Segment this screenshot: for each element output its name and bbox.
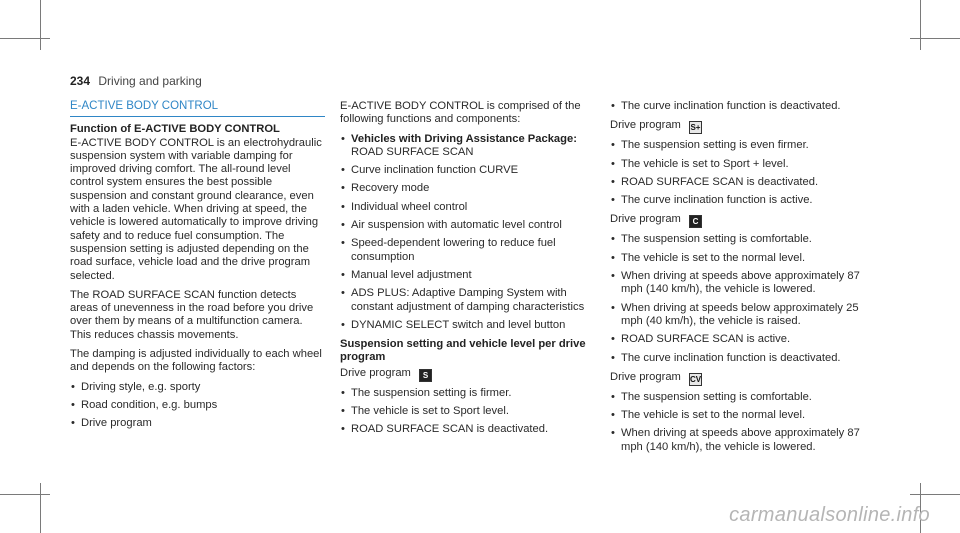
drive-cv-list <box>610 391 872 454</box>
list-item: • ROAD SURFACE SCAN is deactivated. <box>340 423 600 436</box>
crop-mark <box>920 0 921 50</box>
drive-c-list <box>610 233 872 364</box>
list-item: • Speed-dependent lowering to reduce fuel consumption <box>340 237 600 264</box>
drive-program-label: Drive program <box>610 119 681 132</box>
list-item: • When driving at speeds above approximately 87 mph (140 km/h), the vehicle is lowered. <box>610 427 872 454</box>
factor-list <box>70 381 325 431</box>
drive-program-label: Drive program <box>610 213 681 226</box>
drive-program-c <box>610 213 872 228</box>
sport-icon: S <box>419 369 432 382</box>
column-3 <box>610 100 872 460</box>
list-item: • The curve inclination function is deactivated. <box>610 352 872 365</box>
list-item: • The vehicle is set to Sport level. <box>340 405 600 418</box>
drive-splus-list <box>610 139 872 207</box>
list-item: • The suspension setting is firmer. <box>340 387 600 400</box>
watermark: carmanualsonline.info <box>729 504 930 526</box>
crop-mark <box>40 483 41 533</box>
package-sub: ROAD SURFACE SCAN <box>351 145 474 158</box>
list-item: • The suspension setting is comfortable. <box>610 233 872 246</box>
list-item: • Recovery mode <box>340 182 600 195</box>
list-item: • Road condition, e.g. bumps <box>70 399 325 412</box>
comfort-icon: C <box>689 215 702 228</box>
list-item: • The vehicle is set to the normal level. <box>610 409 872 422</box>
package-heading: • Vehicles with Driving Assistance Package: <box>351 132 577 145</box>
paragraph: The ROAD SURFACE SCAN function detects areas of unevenness in the road before you drive over them by means of a multifunction camera. This reduces chassis movements. <box>70 288 314 341</box>
list-item: • When driving at speeds above approximately 87 mph (140 km/h), the vehicle is lowered. <box>610 270 872 297</box>
list-item: • ADS PLUS: Adaptive Damping System with constant adjustment of damping characteristics <box>340 287 600 314</box>
list-item: • Drive program <box>70 417 325 430</box>
crop-mark <box>910 38 960 39</box>
drive-program-label: Drive program <box>340 366 411 379</box>
list-item: • Air suspension with automatic level control <box>340 219 600 232</box>
list-item: • Individual wheel control <box>340 201 600 214</box>
crop-mark <box>0 494 50 495</box>
list-item: • When driving at speeds below approximately 25 mph (40 km/h), the vehicle is raised. <box>610 302 872 329</box>
drive-s-list <box>340 387 600 437</box>
paragraph: E-ACTIVE BODY CONTROL is comprised of the following functions and components: <box>340 100 581 126</box>
paragraph: The damping is adjusted individually to each wheel and depends on the following factors: <box>70 348 322 374</box>
list-item: • The suspension setting is comfortable. <box>610 391 872 404</box>
list-item: • The vehicle is set to Sport + level. <box>610 158 872 171</box>
page-number: 234 <box>70 74 91 88</box>
drive-program-splus <box>610 119 872 134</box>
list-item: • The suspension setting is even firmer. <box>610 139 872 152</box>
paragraph: E-ACTIVE BODY CONTROL is an electrohydraulic suspension system with variable damping for improved driving comfort. The all-round level control system ensures the best possible suspension and constant ground clearance, even with a laden vehicle. When driving at speed, the vehicle is lowered automatically to improve driving safety and to reduce fuel consumption. The suspension setting is adjusted depending on the road surface, vehicle load and the drive program selected. <box>70 136 322 282</box>
component-list <box>340 133 600 333</box>
list-item: • ROAD SURFACE SCAN is deactivated. <box>610 176 872 189</box>
list-item: • Manual level adjustment <box>340 269 600 282</box>
column-2 <box>340 100 600 443</box>
crop-mark <box>910 494 960 495</box>
drive-program-label: Drive program <box>610 370 681 383</box>
list-item: • ROAD SURFACE SCAN is active. <box>610 333 872 346</box>
list-item: • The curve inclination function is active. <box>610 194 872 207</box>
section-title: E-ACTIVE BODY CONTROL <box>70 100 325 117</box>
setting-heading: Suspension setting and vehicle level per drive program <box>340 338 586 364</box>
column-1 <box>70 100 325 437</box>
section-name: Driving and parking <box>98 74 202 88</box>
drive-program-cv <box>610 371 872 386</box>
list-item: • The curve inclination function is deactivated. <box>610 100 872 113</box>
cross-country-icon: CV <box>689 374 702 384</box>
list-item <box>340 133 600 160</box>
list-item: • Curve inclination function CURVE <box>340 164 600 177</box>
page-header <box>70 74 202 88</box>
list-item: • DYNAMIC SELECT switch and level button <box>340 319 600 332</box>
list-item: • Driving style, e.g. sporty <box>70 381 325 394</box>
list-item: • The vehicle is set to the normal level. <box>610 252 872 265</box>
crop-mark <box>40 0 41 50</box>
sport-plus-icon: S+ <box>690 123 701 133</box>
crop-mark <box>0 38 50 39</box>
continued-list <box>610 100 872 113</box>
drive-program-s <box>340 367 600 382</box>
function-heading: Function of E-ACTIVE BODY CONTROL <box>70 123 280 136</box>
